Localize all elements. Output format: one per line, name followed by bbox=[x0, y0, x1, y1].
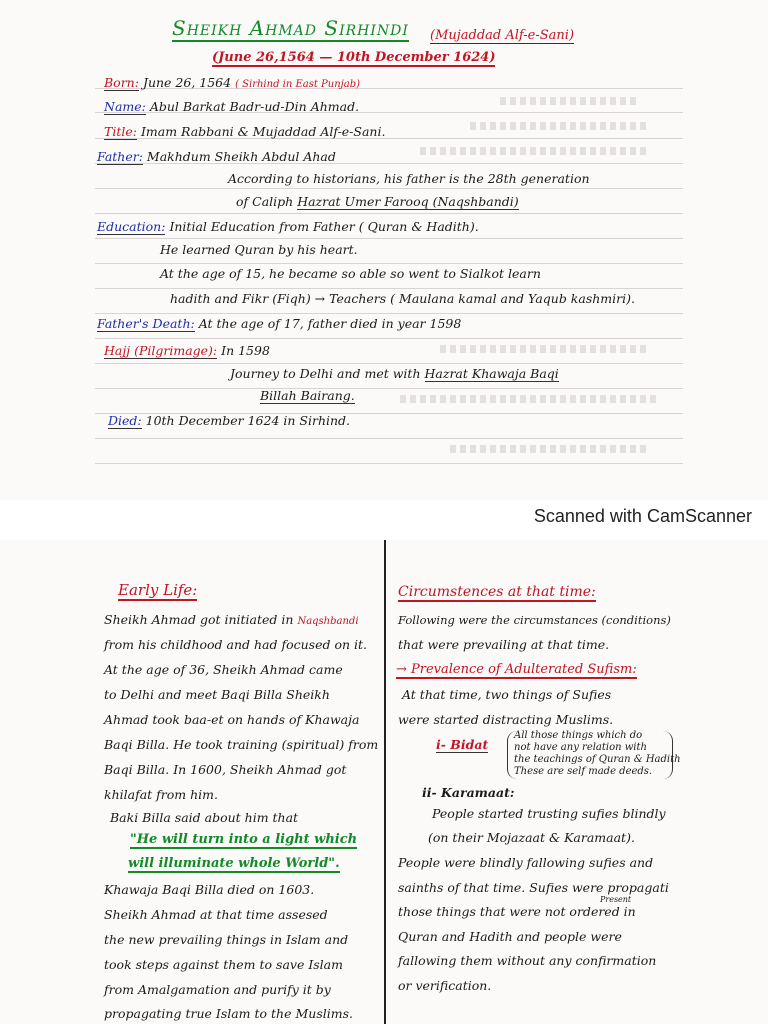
early-life-line-3: At the age of 36, Sheikh Ahmad came bbox=[104, 662, 343, 677]
father-row bbox=[97, 149, 336, 165]
blind-line-3: those things that were not ordered in bbox=[398, 904, 636, 919]
early-life-line-1: Sheikh Ahmad got initiated in Naqshbandi bbox=[104, 612, 359, 627]
born-value: June 26, 1564 bbox=[142, 75, 232, 90]
bidat-note-3: the teachings of Quran & Hadith bbox=[514, 754, 681, 765]
karamaat-line-1: People started trusting sufies blindly bbox=[432, 806, 666, 821]
early-life-line-7: Baqi Billa. In 1600, Sheikh Ahmad got bbox=[104, 762, 347, 777]
education-label: Education: bbox=[97, 219, 166, 234]
hajj-label: Hajj (Pilgrimage): bbox=[104, 343, 218, 358]
ruled-line bbox=[95, 463, 683, 464]
early-life-after-3: the new prevailing things in Islam and bbox=[104, 932, 349, 947]
fathers-death-year: 1598 bbox=[429, 316, 462, 331]
education-line-2: He learned Quran by his heart. bbox=[160, 242, 358, 257]
quote-line-2: will illuminate whole World". bbox=[128, 856, 340, 871]
present-note: Present bbox=[600, 895, 632, 904]
karamaat-label: ii- Karamaat: bbox=[422, 785, 515, 800]
bidat-note-2: not have any relation with bbox=[514, 742, 647, 753]
education-row bbox=[97, 219, 479, 235]
scanner-watermark: Scanned with CamScanner bbox=[533, 506, 752, 526]
bidat-note-4: These are self made deeds. bbox=[514, 766, 653, 777]
sufism-para-1: At that time, two things of Sufies bbox=[402, 687, 612, 702]
born-label: Born: bbox=[104, 75, 139, 90]
early-life-after-1: Khawaja Baqi Billa died on 1603. bbox=[104, 882, 315, 897]
born-place: ( Sirhind in East Punjab) bbox=[235, 79, 361, 90]
title-alias: (Mujaddad Alf-e-Sani) bbox=[430, 28, 575, 43]
ruled-line bbox=[95, 238, 683, 239]
died-row bbox=[108, 413, 350, 429]
blind-line-4: Quran and Hadith and people were bbox=[398, 929, 622, 944]
fathers-death-value: At the age of 17, father died in year bbox=[198, 316, 426, 331]
life-dates: (June 26,1564 — 10th December 1624) bbox=[212, 50, 496, 65]
ruled-line bbox=[95, 363, 683, 364]
early-life-line-2: from his childhood and had focused on it. bbox=[104, 637, 368, 652]
fathers-death-row bbox=[97, 316, 461, 332]
title-value: Imam Rabbani & Mujaddad Alf-e-Sani. bbox=[140, 124, 386, 139]
ruled-line bbox=[95, 188, 683, 189]
blind-line-2: sainths of that time. Sufies were propagati bbox=[398, 880, 669, 895]
sufism-subheading: → Prevalence of Adulterated Sufism: bbox=[396, 662, 637, 677]
title-row bbox=[104, 124, 385, 140]
ruled-line bbox=[95, 313, 683, 314]
ruled-line bbox=[95, 438, 683, 439]
father-note-2: of Caliph Hazrat Umer Farooq (Naqshbandi) bbox=[236, 194, 519, 209]
early-life-line-6: Baqi Billa. He took training (spiritual) from bbox=[104, 737, 379, 752]
name-value: Abul Barkat Badr-ud-Din Ahmad. bbox=[149, 99, 360, 114]
died-value: 10th December 1624 in Sirhind. bbox=[145, 413, 351, 428]
died-label: Died: bbox=[108, 413, 142, 428]
name-row bbox=[104, 99, 359, 115]
fathers-death-label: Father's Death: bbox=[97, 316, 195, 331]
name-label: Name: bbox=[104, 99, 146, 114]
blind-line-1: People were blindly fallowing sufies and bbox=[398, 855, 654, 870]
column-divider bbox=[384, 540, 386, 1024]
page-title: Sheikh Ahmad Sirhindi bbox=[172, 16, 409, 40]
sufism-para-2: were started distracting Muslims. bbox=[398, 712, 614, 727]
ruled-line bbox=[95, 288, 683, 289]
father-value: Makhdum Sheikh Abdul Ahad bbox=[146, 149, 336, 164]
early-life-after-5: from Amalgamation and purify it by bbox=[104, 982, 331, 997]
hajj-line-2: Journey to Delhi and met with Hazrat Khawaja Baqi bbox=[230, 366, 559, 381]
born-row bbox=[104, 75, 360, 91]
circumstances-line-1: Following were the circumstances (conditions) bbox=[398, 613, 671, 627]
circumstances-heading: Circumstences at that time: bbox=[398, 584, 596, 600]
notebook-page-1 bbox=[0, 0, 768, 500]
hajj-value: In 1598 bbox=[221, 343, 270, 358]
notebook-page-2 bbox=[0, 540, 768, 1024]
hajj-line-3: Billah Bairang. bbox=[260, 388, 355, 403]
ruled-line bbox=[95, 213, 683, 214]
bidat-note-1: All those things which do bbox=[514, 730, 643, 741]
karamaat-line-2: (on their Mojazaat & Karamaat). bbox=[428, 830, 635, 845]
blind-line-6: or verification. bbox=[398, 978, 492, 993]
bidat-label: i- Bidat bbox=[436, 737, 489, 752]
early-life-after-6: propagating true Islam to the Muslims. bbox=[104, 1006, 353, 1021]
hajj-row bbox=[104, 343, 270, 359]
ruled-line bbox=[95, 338, 683, 339]
early-life-after-2: Sheikh Ahmad at that time assesed bbox=[104, 907, 328, 922]
ruled-line bbox=[95, 388, 683, 389]
circumstances-line-2: that were prevailing at that time. bbox=[398, 637, 610, 652]
education-line-4: hadith and Fikr (Fiqh) → Teachers ( Maulana kamal and Yaqub kashmiri). bbox=[170, 291, 635, 306]
title-label: Title: bbox=[104, 124, 137, 139]
education-value: Initial Education from Father ( Quran & Hadith). bbox=[169, 219, 479, 234]
early-life-after-4: took steps against them to save Islam bbox=[104, 957, 343, 972]
early-life-line-4: to Delhi and meet Baqi Billa Sheikh bbox=[104, 687, 330, 702]
ruled-line bbox=[95, 263, 683, 264]
early-life-line-9: Baki Billa said about him that bbox=[110, 810, 299, 825]
early-life-line-5: Ahmad took baa-et on hands of Khawaja bbox=[104, 712, 360, 727]
father-note-1: According to historians, his father is the 28th generation bbox=[228, 171, 590, 186]
blind-line-5: fallowing them without any confirmation bbox=[398, 953, 657, 968]
early-life-heading: Early Life: bbox=[118, 581, 198, 599]
early-life-line-8: khilafat from him. bbox=[104, 787, 218, 802]
father-label: Father: bbox=[97, 149, 143, 164]
quote-line-1: "He will turn into a light which bbox=[130, 832, 358, 847]
education-line-3: At the age of 15, he became so able so went to Sialkot learn bbox=[160, 266, 541, 281]
